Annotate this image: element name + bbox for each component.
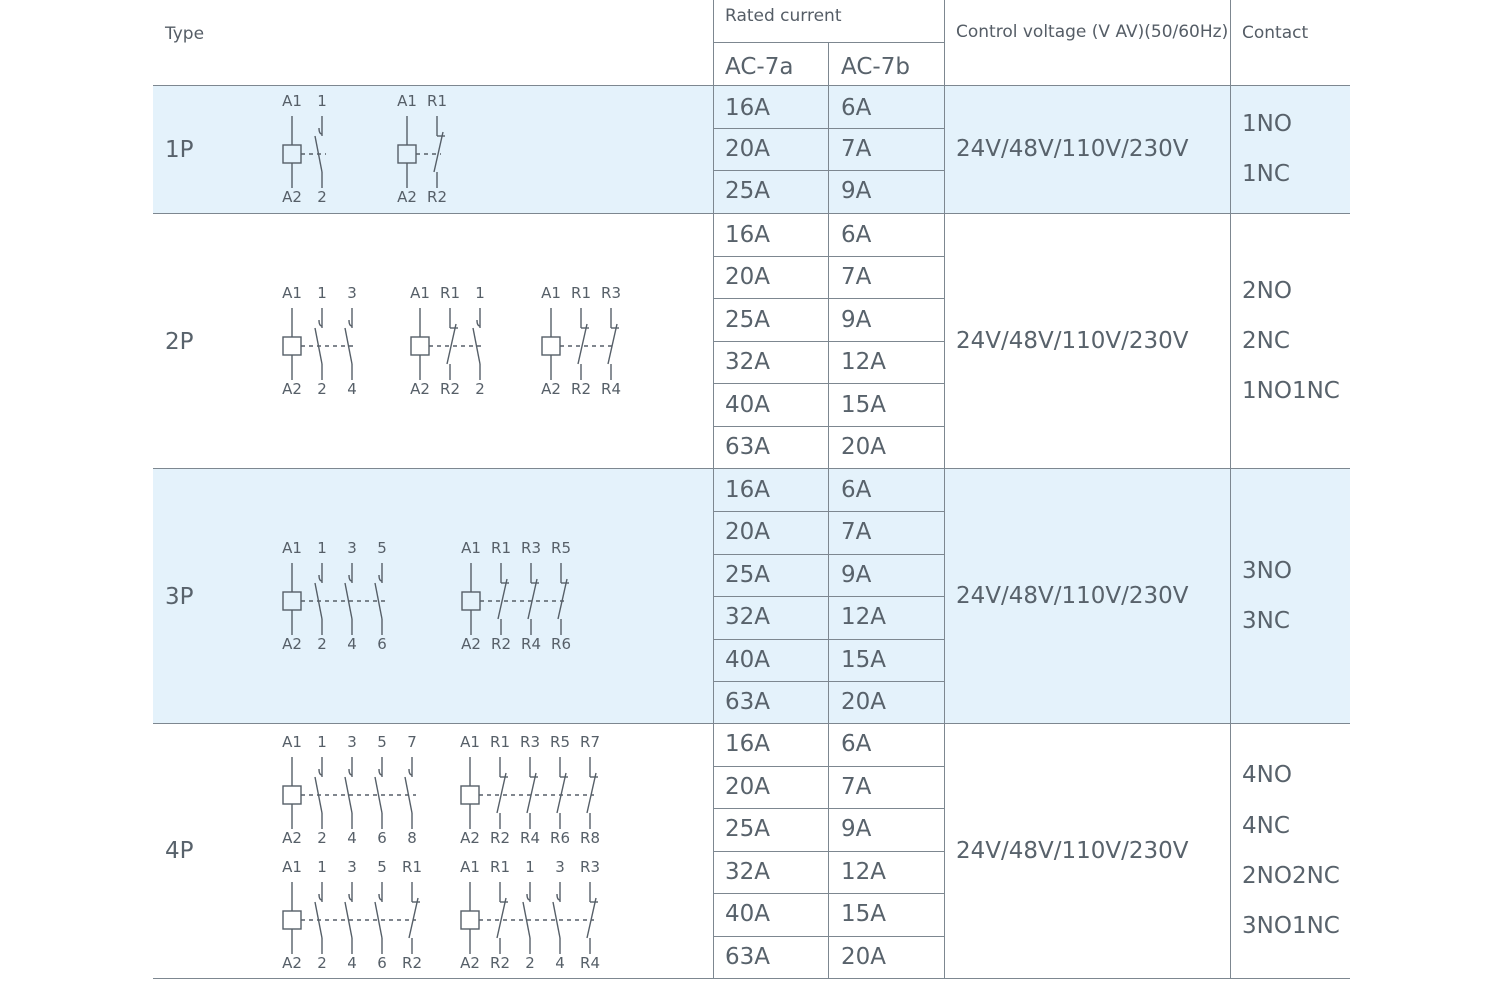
contact-blade xyxy=(587,898,596,938)
terminal-label: A2 xyxy=(461,635,481,653)
terminal-label: R1 xyxy=(440,284,460,302)
wiring-diagram xyxy=(540,284,630,396)
ac7b-cell: 12A xyxy=(841,859,887,885)
row-divider-1 xyxy=(153,213,1350,214)
ac7a-cell: 16A xyxy=(725,731,771,757)
contact-blade xyxy=(608,324,617,364)
ac7b-cell: 9A xyxy=(841,307,872,333)
terminal-label: 1 xyxy=(475,284,485,302)
wiring-diagram xyxy=(281,733,431,845)
cell-divider xyxy=(713,596,945,597)
col-divider-contact-left xyxy=(1230,0,1231,978)
ac7b-cell: 20A xyxy=(841,944,887,970)
header-contact: Contact xyxy=(1242,23,1309,43)
cell-divider xyxy=(713,256,945,257)
ac7b-cell: 6A xyxy=(841,477,872,503)
ac7b-cell: 9A xyxy=(841,178,872,204)
table-bottom-rule xyxy=(153,978,1350,979)
wiring-diagram xyxy=(459,733,609,845)
ac7a-cell: 16A xyxy=(725,477,771,503)
wiring-diagram xyxy=(409,284,499,396)
wiring-diagram xyxy=(281,539,401,651)
terminal-label: R4 xyxy=(601,380,621,398)
ac7b-cell: 7A xyxy=(841,519,872,545)
contact-item: 1NO xyxy=(1242,111,1292,137)
terminal-label: A1 xyxy=(410,284,430,302)
terminal-label: 3 xyxy=(347,539,357,557)
type-4p: 4P xyxy=(165,838,194,864)
terminal-label: A1 xyxy=(282,858,302,876)
terminal-label: R2 xyxy=(490,829,510,847)
ac7a-cell: 40A xyxy=(725,647,771,673)
terminal-label: A1 xyxy=(282,539,302,557)
contact-item: 2NC xyxy=(1242,328,1290,354)
terminal-label: R7 xyxy=(580,733,600,751)
terminal-label: 4 xyxy=(347,380,357,398)
terminal-label: A1 xyxy=(282,733,302,751)
terminal-label: R1 xyxy=(490,858,510,876)
terminal-label: 1 xyxy=(317,284,327,302)
terminal-label: A2 xyxy=(282,380,302,398)
cell-divider xyxy=(713,936,945,937)
contact-blade xyxy=(557,773,566,813)
terminal-label: A1 xyxy=(282,92,302,110)
ac7b-cell: 7A xyxy=(841,136,872,162)
terminal-label: R3 xyxy=(520,733,540,751)
col-divider-ac7a-left xyxy=(713,0,714,978)
header-bottom-rule xyxy=(153,85,1350,86)
terminal-label: R5 xyxy=(551,539,571,557)
contact-blade xyxy=(558,579,567,619)
cell-divider xyxy=(713,766,945,767)
header-type: Type xyxy=(165,24,205,44)
ac7a-cell: 20A xyxy=(725,264,771,290)
terminal-label: R2 xyxy=(490,954,510,972)
cell-divider xyxy=(713,893,945,894)
terminal-label: 4 xyxy=(347,635,357,653)
cell-divider xyxy=(713,554,945,555)
terminal-label: R1 xyxy=(571,284,591,302)
contact-blade xyxy=(409,898,418,938)
terminal-label: 3 xyxy=(555,858,565,876)
terminal-label: 8 xyxy=(407,829,417,847)
terminal-label: A2 xyxy=(397,188,417,206)
ac7a-cell: 32A xyxy=(725,349,771,375)
terminal-label: 1 xyxy=(525,858,535,876)
terminal-label: R1 xyxy=(402,858,422,876)
contact-item: 3NO xyxy=(1242,558,1292,584)
wiring-diagram xyxy=(396,92,456,204)
cell-divider xyxy=(713,808,945,809)
coil xyxy=(411,337,429,355)
terminal-label: A2 xyxy=(460,829,480,847)
terminal-label: A2 xyxy=(282,829,302,847)
ac7b-cell: 9A xyxy=(841,816,872,842)
terminal-label: A2 xyxy=(282,954,302,972)
terminal-label: A2 xyxy=(282,188,302,206)
contact-item: 1NC xyxy=(1242,161,1290,187)
contact-blade xyxy=(497,773,506,813)
ac7b-cell: 7A xyxy=(841,264,872,290)
coil xyxy=(283,337,301,355)
contact-item: 4NO xyxy=(1242,762,1292,788)
ac7b-cell: 15A xyxy=(841,392,887,418)
coil xyxy=(461,911,479,929)
ac7b-cell: 20A xyxy=(841,434,887,460)
cell-divider xyxy=(713,426,945,427)
wiring-diagram xyxy=(281,858,431,970)
terminal-label: 5 xyxy=(377,858,387,876)
ac7a-cell: 32A xyxy=(725,604,771,630)
contact-blade xyxy=(587,773,596,813)
ac7a-cell: 25A xyxy=(725,178,771,204)
contact-item: 3NC xyxy=(1242,608,1290,634)
ac7b-cell: 15A xyxy=(841,901,887,927)
contact-blade xyxy=(528,579,537,619)
terminal-label: A2 xyxy=(410,380,430,398)
terminal-label: R1 xyxy=(427,92,447,110)
voltage-3p: 24V/48V/110V/230V xyxy=(956,583,1189,609)
cell-divider xyxy=(713,511,945,512)
terminal-label: A1 xyxy=(282,284,302,302)
terminal-label: R4 xyxy=(520,829,540,847)
ac7b-cell: 12A xyxy=(841,349,887,375)
ac7a-cell: 63A xyxy=(725,944,771,970)
row-divider-2 xyxy=(153,468,1350,469)
terminal-label: 4 xyxy=(347,829,357,847)
terminal-label: A2 xyxy=(541,380,561,398)
terminal-label: R2 xyxy=(571,380,591,398)
contact-item: 3NO1NC xyxy=(1242,913,1340,939)
contact-blade xyxy=(498,579,507,619)
contact-item: 4NC xyxy=(1242,813,1290,839)
terminal-label: 1 xyxy=(317,92,327,110)
contact-blade xyxy=(447,324,456,364)
col-divider-voltage-left xyxy=(944,0,945,978)
cell-divider xyxy=(713,681,945,682)
cell-divider xyxy=(713,170,945,171)
ac7b-cell: 7A xyxy=(841,774,872,800)
terminal-label: R6 xyxy=(550,829,570,847)
terminal-label: R1 xyxy=(490,733,510,751)
wiring-diagram xyxy=(281,92,341,204)
terminal-label: A2 xyxy=(460,954,480,972)
wiring-diagram xyxy=(459,858,609,970)
terminal-label: 3 xyxy=(347,284,357,302)
terminal-label: R3 xyxy=(521,539,541,557)
header-ac7a: AC-7a xyxy=(725,54,794,80)
coil xyxy=(283,911,301,929)
terminal-label: 2 xyxy=(475,380,485,398)
terminal-label: 3 xyxy=(347,733,357,751)
terminal-label: A1 xyxy=(541,284,561,302)
contact-blade xyxy=(527,773,536,813)
ac7a-cell: 25A xyxy=(725,307,771,333)
terminal-label: R2 xyxy=(440,380,460,398)
wiring-diagram xyxy=(281,284,371,396)
ac7a-cell: 20A xyxy=(725,774,771,800)
terminal-label: R4 xyxy=(521,635,541,653)
terminal-label: 2 xyxy=(525,954,535,972)
terminal-label: R1 xyxy=(491,539,511,557)
contact-item: 2NO2NC xyxy=(1242,863,1340,889)
terminal-label: 7 xyxy=(407,733,417,751)
contact-item: 1NO1NC xyxy=(1242,378,1340,404)
terminal-label: R4 xyxy=(580,954,600,972)
terminal-label: A1 xyxy=(397,92,417,110)
ac7a-cell: 16A xyxy=(725,222,771,248)
terminal-label: R3 xyxy=(601,284,621,302)
terminal-label: 2 xyxy=(317,188,327,206)
coil xyxy=(461,786,479,804)
terminal-label: A2 xyxy=(282,635,302,653)
voltage-1p: 24V/48V/110V/230V xyxy=(956,136,1189,162)
ac7b-cell: 12A xyxy=(841,604,887,630)
terminal-label: A1 xyxy=(460,858,480,876)
terminal-label: 3 xyxy=(347,858,357,876)
terminal-label: 1 xyxy=(317,858,327,876)
terminal-label: 6 xyxy=(377,954,387,972)
coil xyxy=(283,145,301,163)
ac7a-cell: 40A xyxy=(725,901,771,927)
cell-divider xyxy=(713,128,945,129)
terminal-label: R8 xyxy=(580,829,600,847)
terminal-label: 2 xyxy=(317,635,327,653)
ac7a-cell: 25A xyxy=(725,816,771,842)
ac7b-cell: 20A xyxy=(841,689,887,715)
terminal-label: 1 xyxy=(317,539,327,557)
terminal-label: R2 xyxy=(491,635,511,653)
ac7a-cell: 63A xyxy=(725,689,771,715)
ac7a-cell: 25A xyxy=(725,562,771,588)
type-1p: 1P xyxy=(165,137,194,163)
ac7a-cell: 20A xyxy=(725,519,771,545)
ac7a-cell: 40A xyxy=(725,392,771,418)
terminal-label: R2 xyxy=(427,188,447,206)
terminal-label: A1 xyxy=(461,539,481,557)
terminal-label: R6 xyxy=(551,635,571,653)
coil xyxy=(398,145,416,163)
coil xyxy=(283,592,301,610)
voltage-2p: 24V/48V/110V/230V xyxy=(956,328,1189,354)
terminal-label: 5 xyxy=(377,733,387,751)
wiring-diagram xyxy=(460,539,580,651)
terminal-label: 2 xyxy=(317,380,327,398)
type-3p: 3P xyxy=(165,584,194,610)
contact-blade xyxy=(434,132,443,172)
ac7a-cell: 32A xyxy=(725,859,771,885)
coil xyxy=(542,337,560,355)
terminal-label: R5 xyxy=(550,733,570,751)
terminal-label: 1 xyxy=(317,733,327,751)
contact-item: 2NO xyxy=(1242,278,1292,304)
header-control-voltage: Control voltage (V AV)(50/60Hz) xyxy=(956,22,1229,42)
terminal-label: 6 xyxy=(377,829,387,847)
rated-current-underline xyxy=(713,42,945,43)
col-divider-ac7b-left xyxy=(828,42,829,978)
ac7a-cell: 63A xyxy=(725,434,771,460)
cell-divider xyxy=(713,851,945,852)
ac7b-cell: 6A xyxy=(841,95,872,121)
terminal-label: 4 xyxy=(555,954,565,972)
ac7b-cell: 6A xyxy=(841,222,872,248)
ac7b-cell: 15A xyxy=(841,647,887,673)
terminal-label: A1 xyxy=(460,733,480,751)
header-ac7b: AC-7b xyxy=(841,54,910,80)
ac7a-cell: 16A xyxy=(725,95,771,121)
terminal-label: R3 xyxy=(580,858,600,876)
terminal-label: R2 xyxy=(402,954,422,972)
terminal-label: 4 xyxy=(347,954,357,972)
coil xyxy=(462,592,480,610)
coil xyxy=(283,786,301,804)
contact-blade xyxy=(497,898,506,938)
cell-divider xyxy=(713,341,945,342)
header-rated-current: Rated current xyxy=(725,6,842,26)
cell-divider xyxy=(713,383,945,384)
cell-divider xyxy=(713,639,945,640)
terminal-label: 2 xyxy=(317,829,327,847)
row-divider-3 xyxy=(153,723,1350,724)
terminal-label: 5 xyxy=(377,539,387,557)
contact-blade xyxy=(578,324,587,364)
terminal-label: 6 xyxy=(377,635,387,653)
cell-divider xyxy=(713,298,945,299)
type-2p: 2P xyxy=(165,329,194,355)
terminal-label: 2 xyxy=(317,954,327,972)
ac7a-cell: 20A xyxy=(725,136,771,162)
ac7b-cell: 9A xyxy=(841,562,872,588)
ac7b-cell: 6A xyxy=(841,731,872,757)
voltage-4p: 24V/48V/110V/230V xyxy=(956,838,1189,864)
